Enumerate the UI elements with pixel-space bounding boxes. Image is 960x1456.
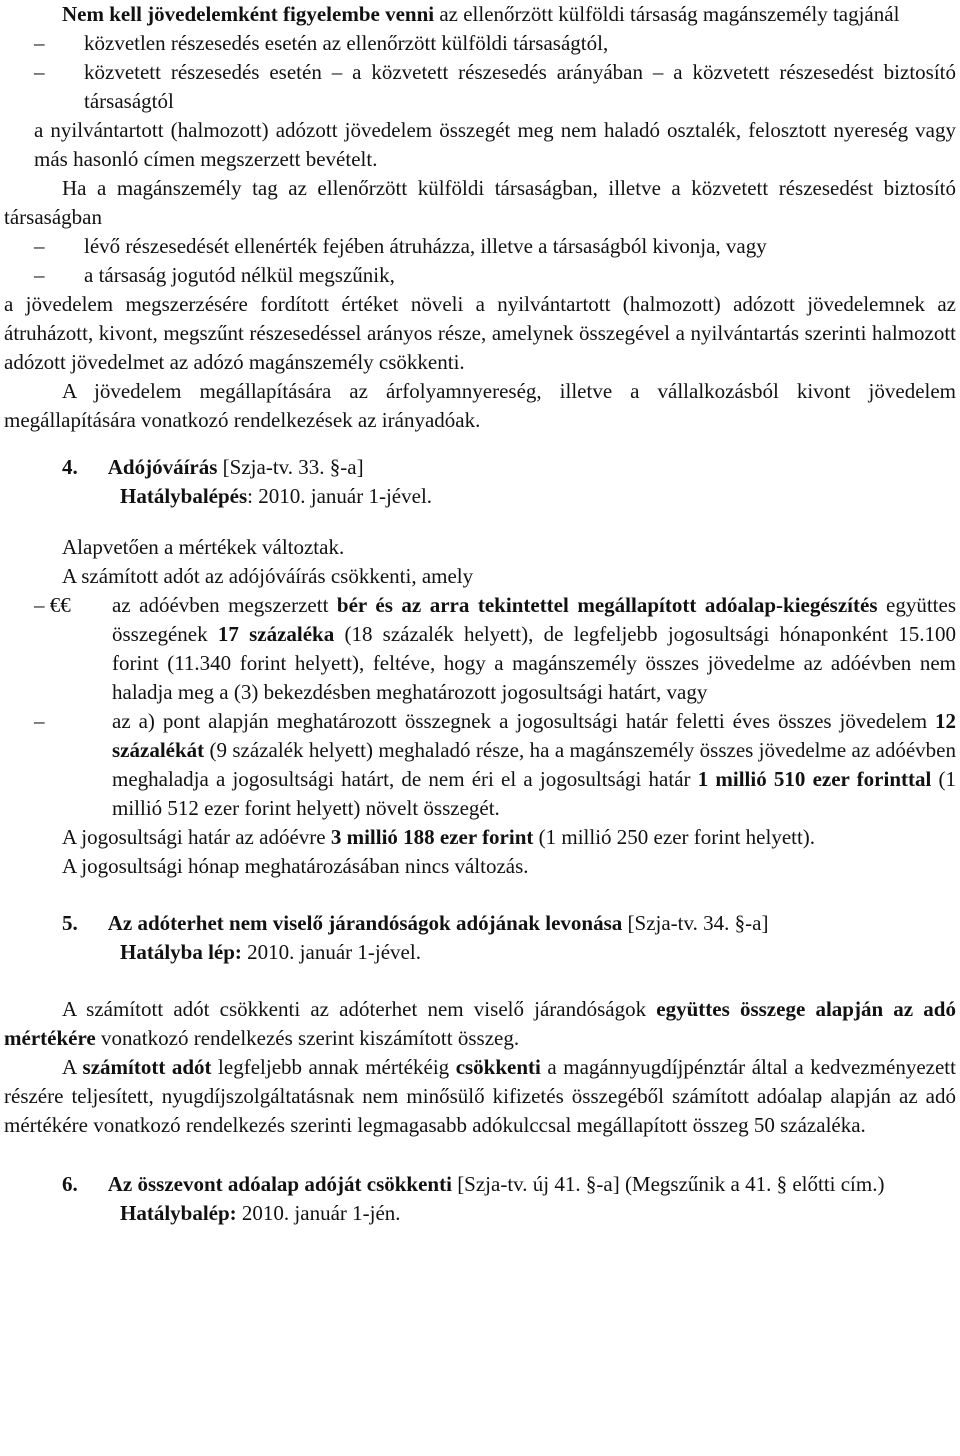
- pension-text-3: a magánnyugdíjpénztár által a kedvezményezett részére teljesített, nyugdíjszolgáltatásnak nem minősülő kifizetés összegéből számított adóalap alapján az adó mértékére vonatkozó rendelkezés szerinti legmagasabb adókulccsal megállapított összeg 50 százaléka.: [4, 1055, 956, 1137]
- section-4-effective-value: : 2010. január 1-jével.: [247, 484, 433, 508]
- section-6-effective: [4, 1199, 956, 1228]
- intro-bold: Nem kell jövedelemként figyelembe venni: [62, 2, 435, 26]
- section-4-effective: [4, 482, 956, 511]
- credit-b-text-2: (9 százalék helyett) meghaladó része, ha a magánszemély összes jövedelme az adóévben meghaladja a jogosultsági határt, de nem éri el a jogosultsági határ: [112, 738, 956, 791]
- paragraph-month: A jogosultsági hónap meghatározásában nincs változás.: [62, 854, 529, 878]
- credit-item-a: [4, 591, 956, 707]
- paragraph-pension: [4, 1053, 956, 1140]
- section-6-title: Az összevont adóalap adóját csökkenti: [107, 1172, 452, 1196]
- credit-item-a-marker: – €€: [34, 593, 71, 617]
- section-5-effective-label: Hatályba lép:: [120, 940, 242, 964]
- section-4-title: Adójóváírás: [107, 455, 218, 479]
- dash-item-2: – közvetett részesedés esetén – a közvetett részesedés arányában – a közvetett részesedést biztosító társaságtól: [4, 58, 956, 116]
- nontax-bold: együttes összege alapján az adó mértékére: [4, 997, 956, 1050]
- paragraph-member: Ha a magánszemély tag az ellenőrzött külföldi társaságban, illetve a közvetett részesedést biztosító társaságban: [4, 176, 956, 229]
- section-6-effective-value: 2010. január 1-jén.: [236, 1201, 401, 1225]
- dash-item-4: – a társaság jogutód nélkül megszűnik,: [4, 261, 956, 290]
- paragraph-rules: A jövedelem megállapítására az árfolyamnyereség, illetve a vállalkozásból kivont jövedelem megállapítására vonatkozó rendelkezések az irányadóak.: [4, 379, 956, 432]
- paragraph-threshold: [4, 823, 956, 852]
- credit-item-b: [4, 707, 956, 823]
- credit-b-bold-2: 1 millió 510 ezer forinttal: [697, 767, 932, 791]
- threshold-bold: 3 millió 188 ezer forint: [330, 825, 534, 849]
- credit-b-text-3: (1 millió 512 ezer forint helyett) növelt összegét.: [112, 767, 956, 820]
- section-5-number: 5.: [62, 911, 78, 935]
- threshold-text-1: A jogosultsági határ az adóévre: [62, 825, 331, 849]
- section-5-heading: [4, 909, 956, 938]
- paragraph-increase: a jövedelem megszerzésére fordított értéket növeli a nyilvántartott (halmozott) adózott jövedelemnek az átruházott, kivont, megszűnt részesedéssel arányos része, amelynek összegével a nyilvántartás szerinti halmozott adózott jövedelmet az adózó magánszemély csökkenti.: [4, 292, 956, 374]
- credit-b-text-1: az a) pont alapján meghatározott összegnek a jogosultsági határ feletti éves összes jövedelem: [112, 709, 935, 733]
- section-4-ref: [Szja-tv. 33. §-a]: [222, 455, 364, 479]
- pension-bold-2: csökkenti: [455, 1055, 541, 1079]
- nontax-text-2: vonatkozó rendelkezés szerint kiszámított összeg.: [95, 1026, 520, 1050]
- section-5-effective: [4, 938, 956, 967]
- credit-b-bold-1: 12 százalékát: [112, 709, 956, 762]
- section-6-number: 6.: [62, 1172, 78, 1196]
- nontax-text-1: A számított adót csökkenti az adóterhet nem viselő járandóságok: [62, 997, 657, 1021]
- paragraph-income: a nyilvántartott (halmozott) adózott jövedelem összegét meg nem haladó osztalék, felosztott nyereség vagy más hasonló címen megszerzett bevételt.: [34, 118, 956, 171]
- paragraph-intro: [4, 0, 956, 29]
- credit-a-text-2: együttes összegének: [112, 593, 956, 646]
- credit-a-text-3: (18 százalék helyett), de legfeljebb jogosultsági hónaponként 15.100 forint (11.340 forint helyett), feltéve, hogy a magánszemély összes jövedelme az adóévben nem haladja meg a (3) bekezdésben meghatározott jogosultsági határt, vagy: [112, 622, 956, 704]
- dash-item-1: – közvetlen részesedés esetén az ellenőrzött külföldi társaságtól,: [4, 29, 956, 58]
- credit-a-text-1: az adóévben megszerzett: [112, 593, 337, 617]
- paragraph-nontax: [4, 995, 956, 1053]
- section-5-title: Az adóterhet nem viselő járandóságok adójának levonása: [107, 911, 623, 935]
- section-4-number: 4.: [62, 455, 78, 479]
- paragraph-credit-intro: A számított adót az adójóváírás csökkenti, amely: [62, 564, 474, 588]
- pension-text-1: A: [62, 1055, 83, 1079]
- threshold-text-2: (1 millió 250 ezer forint helyett).: [533, 825, 816, 849]
- section-6-ref: [Szja-tv. új 41. §-a] (Megszűnik a 41. § előtti cím.): [451, 1172, 885, 1196]
- section-4-effective-label: Hatálybalépés: [120, 484, 248, 508]
- section-4-heading: [4, 453, 956, 482]
- pension-bold-1: számított adót: [82, 1055, 212, 1079]
- dash-item-3: – lévő részesedését ellenérték fejében átruházza, illetve a társaságból kivonja, vagy: [4, 232, 956, 261]
- section-6-heading: [4, 1170, 956, 1199]
- paragraph-basics: Alapvetően a mértékek változtak.: [62, 535, 345, 559]
- section-5-ref: [Szja-tv. 34. §-a]: [622, 911, 769, 935]
- credit-a-bold-1: bér és az arra tekintettel megállapított adóalap-kiegészítés: [336, 593, 878, 617]
- section-5-effective-value: 2010. január 1-jével.: [241, 940, 421, 964]
- section-6-effective-label: Hatálybalép:: [120, 1201, 237, 1225]
- intro-rest: az ellenőrzött külföldi társaság magánszemély tagjánál: [439, 2, 900, 26]
- credit-a-bold-2: 17 százaléka: [217, 622, 335, 646]
- pension-text-2: legfeljebb annak mértékéig: [211, 1055, 456, 1079]
